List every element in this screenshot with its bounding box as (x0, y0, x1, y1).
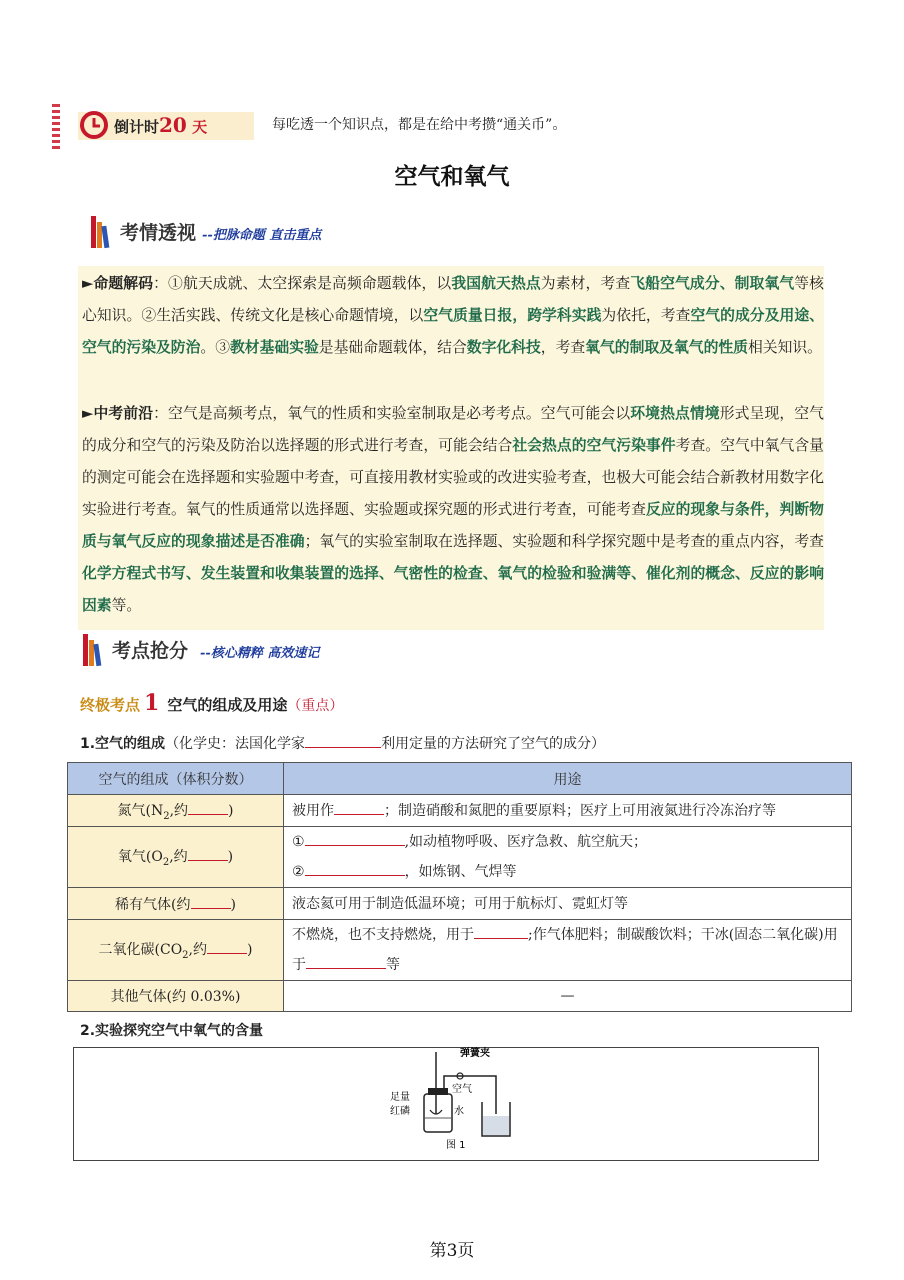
clock-icon (78, 108, 110, 140)
banner-stripes (52, 104, 60, 152)
countdown-banner (52, 100, 242, 152)
blank-line (191, 895, 231, 909)
stopper-shape (428, 1088, 448, 1095)
blank-line (207, 940, 247, 954)
table-cell-use: 不燃烧，也不支持燃烧，用于 ;作气体肥料；制碳酸饮料；干冰(固态二氧化碳)用于 等 (284, 920, 852, 981)
label-clip: 弹簧夹 (460, 1048, 490, 1059)
page-number: 第3页 (429, 1241, 475, 1261)
apparatus-diagram (384, 1044, 544, 1152)
table-cell-use: 被用作 ；制造硝酸和氮肥的重要原料；医疗上可用液氮进行冷冻治疗等 (284, 795, 852, 827)
blank-line (305, 862, 405, 876)
table-header-row (68, 763, 852, 795)
label-air: 空气 (452, 1084, 472, 1095)
table-cell-name: 二氧化碳($CO_2$,约 ) (68, 920, 284, 981)
subheading-oxygen-experiment: 2.实验探究空气中氧气的含量 (80, 1023, 264, 1039)
table-cell-use: ① ,如动植物呼吸、医疗急救、航空航天； ② ，如炼钢、气焊等 (284, 827, 852, 888)
analysis-paragraph-1: ►命题解码：①航天成就、太空探索是高频命题载体，以我国航天热点为素材，考查飞船空气成分、制取氧气等核心知识。②生活实践、传统文化是核心命题情境，以空气质量日报，跨学科实践为依托，考查空气的成分及用途、空气的污染及防治。③教材基础实验是基础命题载体，结合数字化科技，考查氧气的制取及氧气的性质相关知识。 (82, 275, 824, 356)
label-water: 水 (454, 1106, 464, 1117)
table-cell-name: 其他气体(约 0.03%) (68, 981, 284, 1012)
section-subtitle: --核心精粹 高效速记 (200, 646, 320, 661)
blank-line (188, 801, 228, 815)
subheading-air-composition: 1.空气的组成（化学史：法国化学家 利用定量的方法研究了空气的成分） (80, 736, 606, 752)
countdown-number: 20 (159, 113, 187, 137)
table-cell-use: 液态氦可用于制造低温环境；可用于航标灯、霓虹灯等 (284, 888, 852, 920)
table-cell-name: 氮气($N_2$,约 ) (68, 795, 284, 827)
blank-line (188, 847, 228, 861)
blank-line (306, 955, 386, 969)
table-cell-name: 氧气($O_2$,约 ) (68, 827, 284, 888)
table-cell-use: — (284, 981, 852, 1012)
table-header-cell: 用途 (284, 763, 852, 795)
blank-line (334, 801, 384, 815)
blank-line (305, 832, 405, 846)
air-composition-table (67, 762, 852, 1012)
books-icon (90, 214, 114, 250)
countdown-text: 倒计时20 天 (114, 113, 208, 137)
table-row (68, 981, 852, 1012)
analysis-paragraph-2: ►中考前沿：空气是高频考点，氧气的性质和实验室制取是必考考点。空气可能会以环境热点情境形式呈现，空气的成分和空气的污染及防治以选择题的形式进行考查，可能会结合社会热点的空气污染事件考查。空气中氧气含量的测定可能会在选择题和实验题中考查，可直接用教材实验或的改进实验考查，也极大可能会结合新教材用数字化实验进行考查。氧气的性质通常以选择题、实验题或探究题的形式进行考查，可能考查反应的现象与条件，判断物质与氧气反应的现象描述是否准确；氧气的实验室制取在选择题、实验题和科学探究题中是考查的重点内容，考查化学方程式书写、发生装置和收集装置的选择、气密性的检查、氧气的检验和验满等、催化剂的概念、反应的影响因素等。 (82, 405, 824, 614)
label-phosphorus-1: 足量 (390, 1092, 410, 1103)
table-row (68, 920, 852, 981)
figure-box (73, 1047, 819, 1161)
section-title: 考点抢分 (112, 640, 189, 662)
keypoint-heading: 终极考点 1 空气的组成及用途（重点） (80, 690, 344, 716)
section-subtitle: --把脉命题 直击重点 (202, 228, 322, 243)
blank-line (305, 734, 381, 748)
table-row (68, 827, 852, 888)
analysis-panel (78, 266, 824, 630)
section-title: 考情透视 (120, 222, 197, 244)
beaker-water (483, 1116, 509, 1135)
blank-line (474, 925, 528, 939)
label-phosphorus-2: 红磷 (390, 1106, 410, 1117)
figure-caption: 图 1 (446, 1140, 466, 1151)
books-icon (82, 632, 106, 668)
table-cell-name: 稀有气体(约 ) (68, 888, 284, 920)
slogan: 每吃透一个知识点，都是在给中考攒“通关币”。 (272, 117, 567, 133)
table-row (68, 795, 852, 827)
table-header-cell: 空气的组成（体积分数） (68, 763, 284, 795)
page-title: 空气和氧气 (394, 164, 510, 190)
table-row (68, 888, 852, 920)
